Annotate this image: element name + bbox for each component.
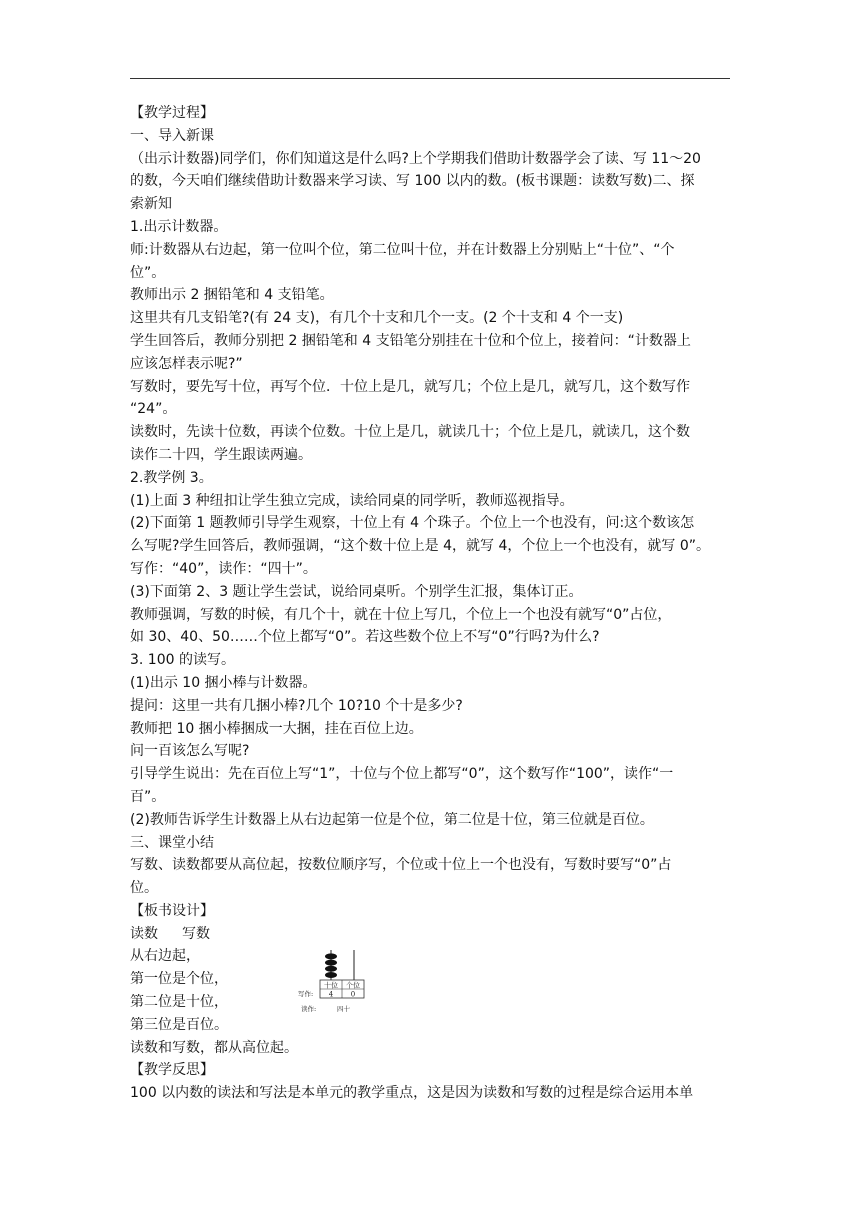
board-read-label: 读数: [130, 925, 158, 942]
body-line: 读数时，先读十位数，再读个位数。十位上是几，就读几十；个位上是几，就读几，这个数: [130, 424, 690, 441]
abacus-figure: [296, 944, 376, 1018]
body-line: 应该怎样表示呢?”: [130, 355, 243, 372]
body-line: 写作：“40”，读作：“四十”。: [130, 560, 317, 577]
body-line: 如 30、40、50……个位上都写“0”。若这些数个位上不写“0”行吗?为什么?: [130, 629, 600, 646]
board-line: 第一位是个位，: [130, 971, 228, 988]
body-line: 百”。: [130, 788, 166, 805]
body-line: 【板书设计】: [130, 902, 214, 919]
abacus-svg: [296, 944, 376, 1018]
body-line: （出示计数器)同学们，你们知道这是什么吗?上个学期我们借助计数器学会了读、写 11～20: [130, 150, 701, 167]
body-line: 一、导入新课: [130, 127, 214, 144]
body-line: 写数时，要先写十位，再写个位．十位上是几，就写几；个位上是几，就写几，这个数写作: [130, 378, 690, 395]
body-line: 教师强调，写数的时候，有几个十，就在十位上写几，个位上一个也没有就写“0”占位，: [130, 606, 672, 623]
body-line: 问一百该怎么写呢?: [130, 743, 250, 760]
tens-value: 4: [328, 990, 334, 999]
bead: [325, 953, 337, 959]
body-line: 教师把 10 捆小棒捆成一大捆，挂在百位上边。: [130, 720, 423, 737]
board-line: 从右边起，: [130, 948, 200, 965]
header-rule: [130, 78, 730, 79]
body-line: (2)教师告诉学生计数器上从右边起第一位是个位，第二位是十位，第三位就是百位。: [130, 811, 654, 828]
ones-value: 0: [350, 990, 356, 999]
body-line: “24”。: [130, 401, 177, 418]
body-line: 3. 100 的读写。: [130, 652, 235, 669]
board-write-label: 写数: [182, 925, 210, 942]
body-line: (2)下面第 1 题教师引导学生观察，十位上有 4 个珠子。个位上一个也没有，问:这个数该怎: [130, 515, 695, 532]
body-line: 的数，今天咱们继续借助计数器来学习读、写 100 以内的数。(板书课题：读数写数)二、探: [130, 173, 695, 190]
body-line: 写数、读数都要从高位起，按数位顺序写，个位或十位上一个也没有，写数时要写“0”占: [130, 857, 672, 874]
read-value: 四十: [337, 1005, 350, 1013]
body-line: 提问：这里一共有几捆小棒?几个 10?10 个十是多少?: [130, 697, 463, 714]
body-line: 读作二十四，学生跟读两遍。: [130, 446, 312, 463]
body-line: 引导学生说出：先在百位上写“1”，十位与个位上都写“0”，这个数写作“100”，读作“一: [130, 766, 674, 783]
main-text: [130, 102, 730, 923]
board-line: 第二位是十位，: [130, 994, 228, 1011]
tail-line: 100 以内数的读法和写法是本单元的教学重点，这是因为读数和写数的过程是综合运用本单: [130, 1085, 694, 1102]
board-line: 第三位是百位。: [130, 1016, 228, 1033]
body-line: 位”。: [130, 264, 166, 281]
board-lines: [130, 945, 730, 1059]
tail-line: 【教学反思】: [130, 1062, 214, 1079]
ones-header: 个位: [346, 981, 360, 990]
body-line: 这里共有几支铅笔?(有 24 支)，有几个十支和几个一支。(2 个十支和 4 个一支): [130, 310, 624, 327]
bead: [325, 960, 337, 966]
tens-header: 十位: [324, 981, 338, 990]
body-line: 索新知: [130, 196, 172, 213]
read-label: 读作:: [301, 1005, 317, 1013]
body-line: (1)上面 3 种纽扣让学生独立完成，读给同桌的同学听，教师巡视指导。: [130, 492, 574, 509]
document-body: [130, 102, 730, 1105]
board-header-row: [130, 923, 730, 946]
body-line: 师:计数器从右边起，第一位叫个位，第二位叫十位，并在计数器上分别贴上“十位”、“个: [130, 241, 675, 258]
body-line: 位。: [130, 880, 158, 897]
write-label: 写作:: [298, 990, 314, 998]
body-line: 教师出示 2 捆铅笔和 4 支铅笔。: [130, 287, 334, 304]
bead: [325, 972, 337, 978]
body-line: 学生回答后，教师分别把 2 捆铅笔和 4 支铅笔分别挂在十位和个位上，接着问：“计数器上: [130, 332, 691, 349]
body-line: 么写呢?学生回答后，教师强调，“这个数十位上是 4，就写 4，个位上一个也没有，就写 0”。: [130, 538, 711, 555]
tail-text: [130, 1059, 730, 1105]
body-line: (1)出示 10 捆小棒与计数器。: [130, 674, 317, 691]
bead: [325, 966, 337, 972]
body-line: 三、课堂小结: [130, 834, 214, 851]
body-line: 2.教学例 3。: [130, 469, 213, 486]
body-line: 1.出示计数器。: [130, 218, 228, 235]
board-line: 读数和写数，都从高位起。: [130, 1039, 298, 1056]
body-line: (3)下面第 2、3 题让学生尝试，说给同桌听。个别学生汇报，集体订正。: [130, 583, 583, 600]
body-line: 【教学过程】: [130, 105, 214, 121]
